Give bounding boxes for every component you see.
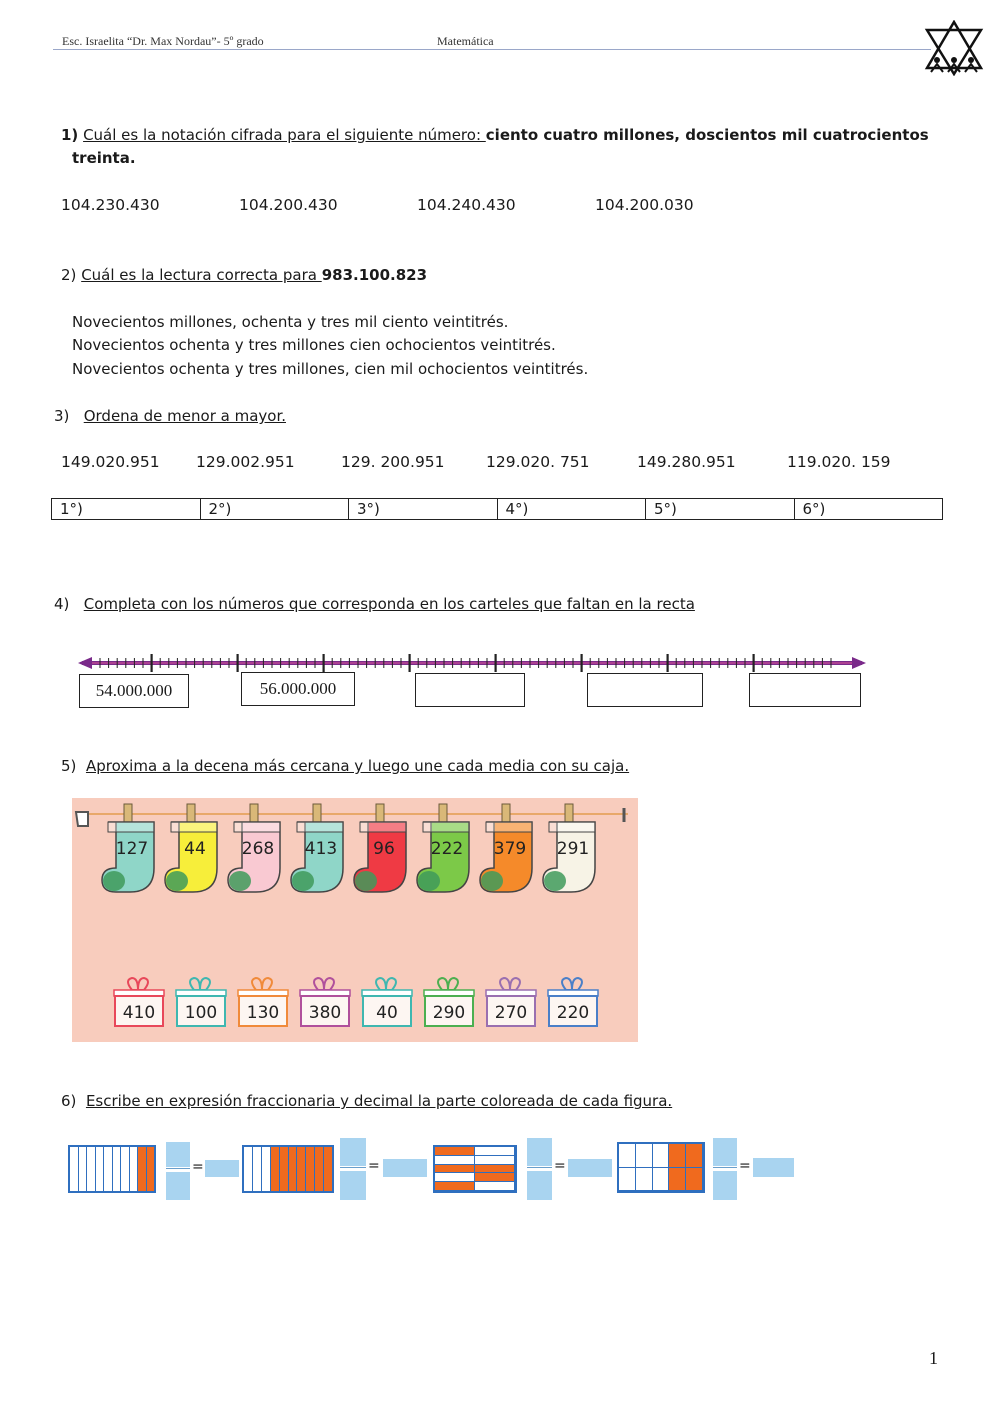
numerator-box[interactable] [166, 1142, 190, 1167]
fraction-bar [340, 1167, 366, 1168]
gift-value: 100 [184, 1003, 218, 1023]
subject-name: Matemática [437, 34, 494, 48]
q2-option[interactable]: Novecientos millones, ochenta y tres mil ciento veintitrés. [72, 313, 509, 331]
sock[interactable] [354, 804, 406, 892]
fraction-figure-2 [242, 1145, 334, 1193]
question-3 [54, 407, 286, 425]
gift-value: 380 [308, 1003, 342, 1023]
figure-cell [435, 1156, 475, 1165]
sock-value: 268 [241, 839, 275, 859]
figure-cell [669, 1168, 686, 1192]
gift-value: 410 [122, 1003, 156, 1023]
question-5 [61, 757, 629, 775]
figure-cell [324, 1147, 332, 1191]
order-slot[interactable]: 2°) [200, 499, 349, 520]
q3-number-item: 129.002.951 [196, 453, 295, 471]
q1-option[interactable]: 104.230.430 [61, 196, 160, 214]
figure-cell [87, 1147, 96, 1191]
q2-prompt: Cuál es la lectura correcta para [81, 266, 322, 284]
gift-value: 40 [376, 1003, 398, 1023]
question-6 [61, 1092, 672, 1110]
order-slot[interactable]: 5°) [646, 499, 795, 520]
decimal-box[interactable] [205, 1160, 239, 1177]
arrow-left-icon [78, 657, 92, 669]
q4-prompt: Completa con los números que corresponda en los carteles que faltan en la recta [83, 595, 695, 613]
equals-sign: = [739, 1158, 751, 1174]
figure-cell [315, 1147, 324, 1191]
figure-cell [96, 1147, 105, 1191]
q1-number: 1) [61, 126, 79, 144]
fraction-bar [166, 1168, 190, 1169]
sock[interactable] [291, 804, 343, 892]
figure-cell [619, 1168, 636, 1192]
q3-number-item: 149.280.951 [637, 453, 736, 471]
order-slot[interactable]: 3°) [349, 499, 498, 520]
figure-cell [289, 1147, 298, 1191]
sock[interactable] [228, 804, 280, 892]
figure-cell [130, 1147, 139, 1191]
fraction-figure-3 [433, 1145, 517, 1193]
q1-option[interactable]: 104.240.430 [417, 196, 516, 214]
q2-option[interactable]: Novecientos ochenta y tres millones cien ochocientos veintitrés. [72, 336, 556, 354]
figure-cell [653, 1168, 670, 1192]
figure-cell [253, 1147, 262, 1191]
figure-cell [435, 1165, 475, 1174]
gift-box[interactable] [486, 978, 536, 1026]
figure-cell [104, 1147, 113, 1191]
figure-cell [280, 1147, 289, 1191]
figure-cell [121, 1147, 130, 1191]
q6-prompt: Escribe en expresión fraccionaria y decimal la parte coloreada de cada figura. [85, 1092, 673, 1110]
line-label: 56.000.000 [241, 672, 355, 706]
gift-value: 290 [432, 1003, 466, 1023]
line-label: 54.000.000 [79, 674, 189, 708]
figure-cell [475, 1156, 515, 1165]
q2-option[interactable]: Novecientos ochenta y tres millones, cien mil ochocientos veintitrés. [72, 360, 589, 378]
figure-cell [271, 1147, 280, 1191]
q6-number: 6) [61, 1092, 77, 1110]
q3-number-item: 119.020. 159 [787, 453, 891, 471]
denominator-box[interactable] [340, 1171, 366, 1200]
socks-drawing [72, 798, 638, 1042]
figure-cell [475, 1182, 515, 1191]
figure-cell [147, 1147, 155, 1191]
figure-cell [636, 1144, 653, 1168]
sock-value: 127 [115, 839, 149, 859]
sock-value: 96 [373, 839, 395, 859]
denominator-box[interactable] [713, 1171, 737, 1200]
figure-cell [262, 1147, 271, 1191]
order-slot[interactable]: 4°) [497, 499, 646, 520]
line-blank-box[interactable] [587, 673, 703, 707]
fraction-bar [713, 1167, 737, 1168]
denominator-box[interactable] [527, 1171, 552, 1200]
fraction-figure-4 [617, 1142, 705, 1193]
figure-cell [475, 1165, 515, 1174]
figure-cell [619, 1144, 636, 1168]
socks-illustration [72, 798, 638, 1042]
figure-cell [138, 1147, 147, 1191]
numerator-box[interactable] [340, 1138, 366, 1166]
sock[interactable] [543, 804, 595, 892]
gift-value: 270 [494, 1003, 528, 1023]
q5-number: 5) [61, 757, 77, 775]
fraction-figure-1 [68, 1145, 156, 1193]
q1-continuation [72, 149, 136, 167]
order-slot[interactable]: 1°) [52, 499, 201, 520]
figure-cell [475, 1173, 515, 1182]
figure-cell [653, 1144, 670, 1168]
figure-cell [70, 1147, 79, 1191]
figure-cell [79, 1147, 88, 1191]
figure-cell [435, 1173, 475, 1182]
q1-option[interactable]: 104.200.430 [239, 196, 338, 214]
school-logo-icon [923, 20, 985, 76]
question-1 [61, 126, 941, 144]
q2-value: 983.100.823 [321, 266, 428, 284]
q3-number-item: 129.020. 751 [486, 453, 590, 471]
equals-sign: = [368, 1158, 380, 1174]
sock[interactable] [102, 804, 154, 892]
q1-bold-line1: ciento cuatro millones, doscientos mil cuatrocientos [485, 126, 929, 144]
arrow-right-icon [852, 657, 866, 669]
sock-value: 379 [493, 839, 527, 859]
figure-cell [669, 1144, 686, 1168]
school-name: Esc. Israelita “Dr. Max Nordau”- 5º grado [62, 34, 264, 48]
decimal-box[interactable] [383, 1159, 427, 1177]
order-slot[interactable]: 6°) [794, 499, 943, 520]
gift-box[interactable] [424, 978, 474, 1026]
question-4 [54, 595, 695, 613]
gift-value: 220 [556, 1003, 590, 1023]
figure-cell [297, 1147, 306, 1191]
fraction-bar [527, 1167, 552, 1168]
q3-number-item: 149.020.951 [61, 453, 160, 471]
sock-value: 291 [556, 839, 590, 859]
q3-number: 3) [54, 407, 70, 425]
sock[interactable] [480, 804, 532, 892]
question-2 [61, 266, 427, 284]
sock-value: 413 [304, 839, 338, 859]
equals-sign: = [192, 1159, 204, 1175]
line-blank-box[interactable] [749, 673, 861, 707]
figure-cell [475, 1147, 515, 1156]
gift-box[interactable] [300, 978, 350, 1026]
figure-cell [636, 1168, 653, 1192]
gift-box[interactable] [362, 978, 412, 1026]
q4-number: 4) [54, 595, 70, 613]
page-number: 1 [929, 1348, 938, 1368]
header-rule [53, 49, 931, 50]
q1-option[interactable]: 104.200.030 [595, 196, 694, 214]
gift-box[interactable] [548, 978, 598, 1026]
denominator-box[interactable] [166, 1172, 190, 1200]
sock-value: 222 [430, 839, 464, 859]
decimal-box[interactable] [753, 1158, 794, 1177]
q5-prompt: Aproxima a la decena más cercana y luego une cada media con su caja. [85, 757, 630, 775]
gift-value: 130 [246, 1003, 280, 1023]
q1-prompt: Cuál es la notación cifrada para el siguiente número: [83, 126, 486, 144]
figure-cell [244, 1147, 253, 1191]
figure-cell [113, 1147, 122, 1191]
q1-bold-line2: treinta. [72, 149, 136, 167]
figure-cell [435, 1182, 475, 1191]
q3-number-item: 129. 200.951 [341, 453, 445, 471]
numerator-box[interactable] [713, 1138, 737, 1166]
numerator-box[interactable] [527, 1138, 552, 1166]
q3-prompt: Ordena de menor a mayor. [83, 407, 286, 425]
sock[interactable] [165, 804, 217, 892]
figure-cell [306, 1147, 315, 1191]
figure-cell [435, 1147, 475, 1156]
order-table [51, 498, 943, 520]
line-blank-box[interactable] [415, 673, 525, 707]
gift-box[interactable] [238, 978, 288, 1026]
sock[interactable] [417, 804, 469, 892]
equals-sign: = [554, 1158, 566, 1174]
decimal-box[interactable] [568, 1159, 612, 1177]
figure-cell [686, 1168, 703, 1192]
figure-cell [686, 1144, 703, 1168]
q2-number: 2) [61, 266, 77, 284]
gift-box[interactable] [114, 978, 164, 1026]
sock-value: 44 [184, 839, 206, 859]
gift-box[interactable] [176, 978, 226, 1026]
